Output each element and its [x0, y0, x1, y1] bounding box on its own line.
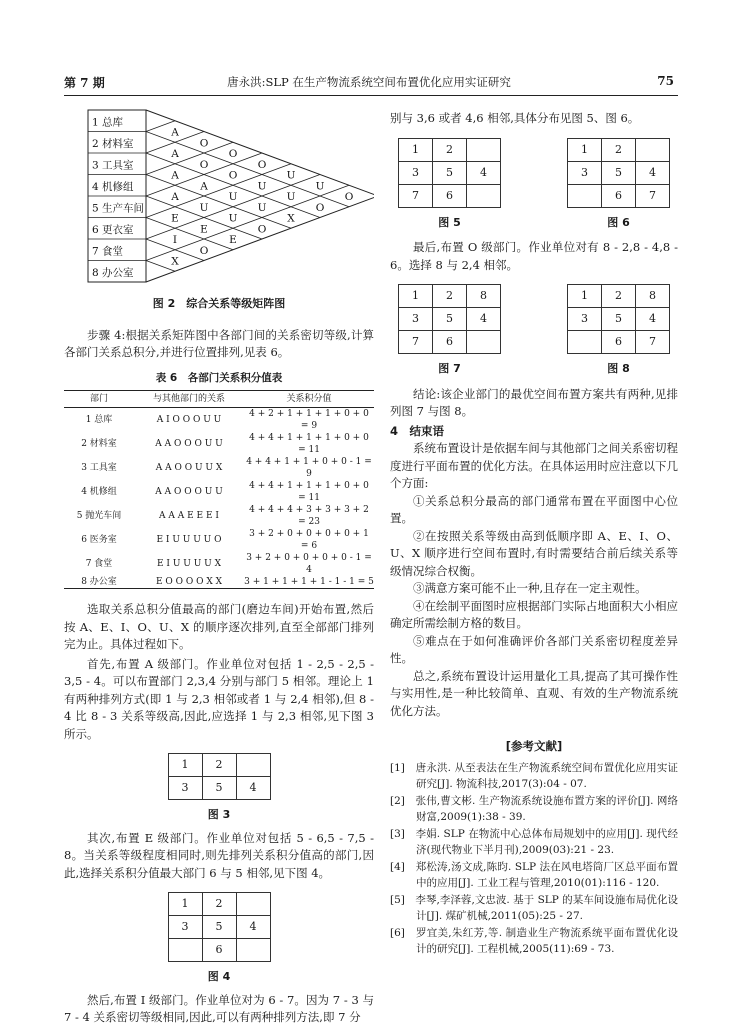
table-header-relations: 与其他部门的关系	[134, 391, 244, 408]
cell-dept: 5 抛光车间	[76, 511, 122, 521]
grid-row	[168, 754, 270, 777]
grid-cell: 6	[433, 184, 467, 207]
cell-score: 4 + 4 + 4 + 3 + 3 + 3 + 2 = 23	[249, 505, 369, 527]
relation-letter: U	[257, 201, 267, 214]
grid-cell: 4	[636, 161, 670, 184]
cell-relations: A A O O O U U	[155, 439, 223, 449]
relation-letter: A	[200, 180, 208, 193]
cell-score: 3 + 1 + 1 + 1 + 1 - 1 - 1 = 5	[244, 577, 374, 587]
grid-cell: 6	[202, 939, 236, 962]
cell-relations: A I O O O U U	[156, 415, 222, 425]
running-title: 唐永洪:SLP 在生产物流系统空间布置优化应用实证研究	[227, 75, 511, 89]
relation-letter: O	[228, 169, 238, 182]
grid-cell: 3	[168, 916, 202, 939]
figure-3-grid	[168, 753, 271, 800]
grid-cell	[568, 331, 602, 354]
relation-letter: U	[228, 191, 238, 203]
relation-letter: A	[171, 169, 179, 182]
grid-cell	[168, 939, 202, 962]
table-row	[64, 504, 374, 528]
dept-label: 6 更衣室	[92, 223, 134, 236]
table-row	[64, 528, 374, 552]
grid-cell: 3	[168, 777, 202, 800]
relation-letter: X	[171, 255, 179, 268]
grid-row	[168, 893, 270, 916]
relation-letter: A	[171, 148, 179, 160]
cell-score: 4 + 2 + 1 + 1 + 1 + 0 + 0 = 9	[249, 409, 369, 431]
grid-cell: 1	[399, 285, 433, 308]
cell-relations: E O O O O X X	[134, 576, 244, 589]
grid-row	[399, 285, 501, 308]
grid-cell: 1	[168, 754, 202, 777]
cell-dept: 1 总库	[85, 415, 113, 425]
figure-4-grid	[168, 892, 271, 962]
cell-relations: E I U U U U X	[156, 559, 222, 569]
grid-cell: 6	[602, 184, 636, 207]
grid-cell: 5	[202, 916, 236, 939]
table-row	[64, 432, 374, 456]
reference-item: [3] 李娟. SLP 在物流中心总体布局规划中的应用[J]. 现代经济(现代物业下半月刊),2009(03):21 - 23.	[390, 827, 678, 856]
grid-row	[399, 161, 501, 184]
relation-letter: O	[344, 191, 354, 203]
closing-paragraph-1: 系统布置设计是依据车间与其他部门之间关系密切程度进行平面布置的优化方法。在具体运用时应注意以下几个方面:	[390, 441, 678, 490]
relation-letter: U	[286, 169, 296, 182]
grid-row	[399, 184, 501, 207]
figure-8-grid	[567, 284, 670, 354]
closing-paragraph-2: 总之,系统布置设计运用量化工具,提高了其可操作性与实用性,是一种比较简单、直观、有效的生产物流系统优化方法。	[390, 668, 678, 718]
relation-letter: U	[257, 180, 267, 193]
relation-letter: X	[287, 212, 295, 225]
grid-cell: 3	[568, 161, 602, 184]
figure-2-caption: 图 2 综合关系等级矩阵图	[152, 297, 286, 310]
dept-label: 8 办公室	[92, 266, 134, 279]
relation-letter: A	[171, 191, 179, 203]
right-column	[390, 110, 678, 958]
grid-cell: 8	[636, 285, 670, 308]
grid-cell: 7	[399, 184, 433, 207]
figure-7-caption: 图 7	[438, 362, 461, 375]
relation-letter: E	[171, 212, 179, 225]
figure-8	[567, 284, 670, 378]
grid-cell: 2	[433, 138, 467, 161]
references-list	[390, 760, 678, 958]
grid-line	[146, 218, 233, 250]
grid-cell	[568, 184, 602, 207]
relation-letter: U	[315, 180, 325, 193]
grid-cell: 7	[636, 331, 670, 354]
figure-8-caption: 图 8	[607, 362, 630, 375]
grid-cell: 1	[168, 893, 202, 916]
grid-cell: 5	[202, 777, 236, 800]
note-item: ④在绘制平面图时应根据部门实际占地面积大小相应确定所需绘制方格的数目。	[390, 598, 678, 630]
grid-cell: 1	[568, 138, 602, 161]
grid-cell: 4	[467, 161, 501, 184]
grid-row	[568, 184, 670, 207]
cell-relations: A A A E E E I	[159, 511, 219, 521]
grid-row	[399, 138, 501, 161]
grid-cell: 4	[236, 777, 270, 800]
grid-cell	[467, 331, 501, 354]
dept-label: 1 总库	[92, 116, 124, 129]
third-step-paragraph: 然后,布置 I 级部门。作业单位对为 6 - 7。因为 7 - 3 与 7 - 4 关系密切等级相同,因此,可以有两种排列方法,即 7 分	[64, 992, 374, 1024]
dept-label: 3 工具室	[92, 159, 134, 172]
cell-dept: 7 食堂	[85, 559, 113, 569]
note-item: ①关系总积分最高的部门通常布置在平面图中心位置。	[390, 493, 678, 525]
step4-paragraph: 步骤 4:根据关系矩阵图中各部门间的关系密切等级,计算各部门关系总积分,并进行位置排列,见表 6。	[64, 327, 374, 359]
relation-letter: U	[228, 212, 238, 225]
dept-label: 5 生产车间	[92, 202, 145, 215]
grid-cell	[467, 184, 501, 207]
relation-letter: E	[229, 234, 237, 246]
table-row	[64, 408, 374, 433]
figure-5-grid	[398, 138, 501, 208]
grid-cell: 5	[602, 161, 636, 184]
figure-3-caption: 图 3	[207, 808, 231, 821]
grid-row	[168, 916, 270, 939]
second-step-paragraph: 其次,布置 E 级部门。作业单位对包括 5 - 6,5 - 7,5 - 8。当关系等级程度相同时,则先排列关系积分值高的部门,因此,选择关系积分值最大部门 6 与 5 相邻,见下图 4。	[64, 830, 374, 880]
matrix-outline	[146, 110, 374, 282]
figure-7	[398, 284, 501, 378]
dept-label: 2 材料室	[92, 137, 134, 150]
table-6-caption: 表 6 各部门关系积分值表	[155, 371, 283, 384]
last-step-paragraph: 最后,布置 O 级部门。作业单位对有 8 - 2,8 - 4,8 - 6。选择 8 与 2,4 相邻。	[390, 240, 678, 272]
figure-4-caption: 图 4	[207, 970, 231, 983]
figure-6-caption: 图 6	[607, 215, 630, 229]
cell-relations: A A O O U U X	[155, 463, 223, 473]
reference-item: [4] 郑松涛,汤文成,陈昀. SLP 法在风电塔筒厂区总平面布置中的应用[J]. 工业工程与管理,2010(01):116 - 120.	[390, 860, 678, 889]
relation-letter: O	[199, 137, 209, 150]
grid-cell: 6	[433, 331, 467, 354]
grid-cell	[236, 939, 270, 962]
cell-dept: 4 机修组	[81, 487, 117, 497]
grid-cell: 8	[467, 285, 501, 308]
left-column	[64, 104, 374, 1027]
grid-row	[168, 777, 270, 800]
grid-cell	[236, 893, 270, 916]
grid-cell	[236, 754, 270, 777]
issue-number: 第 7 期	[64, 76, 105, 90]
grid-cell: 6	[602, 331, 636, 354]
relation-letter: U	[199, 201, 209, 214]
grid-row	[568, 138, 670, 161]
grid-line	[146, 142, 233, 174]
table-row	[64, 576, 374, 589]
grid-cell	[636, 138, 670, 161]
figures-7-8-row	[398, 284, 670, 378]
cell-dept: 3 工具室	[81, 463, 117, 473]
grid-line	[146, 164, 291, 218]
running-header	[64, 74, 674, 90]
notes-list	[390, 493, 678, 668]
cell-relations: A A O O O U U	[155, 487, 223, 497]
relation-letter: O	[257, 223, 267, 236]
relation-letter: I	[172, 234, 178, 246]
grid-cell: 2	[202, 893, 236, 916]
figures-5-6-row	[398, 138, 670, 232]
cell-dept: 6 医务室	[81, 535, 117, 545]
cell-relations: E I U U U U O	[156, 535, 222, 545]
page-number: 75	[657, 74, 674, 88]
continuation-paragraph: 别与 3,6 或者 4,6 相邻,具体分布见图 5、图 6。	[390, 111, 640, 125]
grid-cell: 2	[602, 138, 636, 161]
relation-letter: O	[315, 201, 325, 214]
grid-row	[399, 308, 501, 331]
grid-row	[399, 331, 501, 354]
table-header-score: 关系积分值	[244, 391, 374, 408]
cell-score: 4 + 4 + 1 + 1 + 1 + 0 + 0 = 11	[249, 433, 369, 455]
reference-item: [1] 唐永洪. 从至表法在生产物流系统空间布置优化应用实证研究[J]. 物流科技,2017(3):04 - 07.	[390, 761, 678, 790]
grid-cell: 5	[433, 161, 467, 184]
cell-dept: 2 材料室	[81, 439, 117, 449]
table-body	[64, 408, 374, 589]
grid-cell: 7	[636, 184, 670, 207]
grid-row	[168, 939, 270, 962]
note-item: ⑤难点在于如何准确评价各部门关系密切程度差异性。	[390, 633, 678, 665]
note-item: ③满意方案可能不止一种,且存在一定主观性。	[413, 581, 647, 595]
conclusion-paragraph: 结论:该企业部门的最优空间布置方案共有两种,见排列图 7 与图 8。	[390, 386, 678, 418]
figure-6	[567, 138, 670, 232]
relation-letter: E	[200, 223, 208, 236]
grid-cell: 2	[602, 285, 636, 308]
grid-row	[568, 308, 670, 331]
figure-5	[398, 138, 501, 232]
table-header-dept: 部门	[64, 391, 134, 408]
table-row	[64, 456, 374, 480]
grid-cell: 2	[433, 285, 467, 308]
reference-item: [6] 罗宜美,朱红芳,等. 制造业生产物流系统平面布置优化设计的研究[J]. 工程机械,2005(11):69 - 73.	[390, 926, 678, 955]
figure-7-grid	[398, 284, 501, 354]
grid-cell: 4	[636, 308, 670, 331]
grid-cell: 3	[399, 161, 433, 184]
grid-cell: 3	[399, 308, 433, 331]
grid-row	[568, 331, 670, 354]
grid-cell: 1	[399, 138, 433, 161]
relation-letter: O	[257, 158, 267, 171]
section-4-heading: 4 结束语	[390, 423, 445, 438]
table-row	[64, 552, 374, 576]
cell-score: 3 + 2 + 0 + 0 + 0 + 0 + 1 = 6	[249, 529, 369, 551]
first-step-paragraph: 首先,布置 A 级部门。作业单位对包括 1 - 2,5 - 2,5 - 3,5 - 4。可以布置部门 2,3,4 分别与部门 5 相邻。理论上 1 有两种排列方式(即 1 与 2,3 相邻或者 1 与 2,4 相邻),但 8 - 4 比 8 - 3 关系等级高,因此,应选择 1 与 2,3 相邻,见下图 3 所示。	[64, 656, 374, 741]
references-title: [参考文献]	[505, 739, 563, 753]
header-rule	[64, 95, 678, 96]
figure-5-caption: 图 5	[438, 215, 461, 229]
reference-item: [2] 张伟,曹文彬. 生产物流系统设施布置方案的评价[J]. 网络财富,2009(1):38 - 39.	[390, 794, 678, 823]
grid-cell: 1	[568, 285, 602, 308]
grid-cell	[467, 138, 501, 161]
table-row	[64, 480, 374, 504]
grid-cell: 4	[467, 308, 501, 331]
relation-letter: O	[199, 244, 209, 257]
cell-dept: 8 办公室	[64, 576, 134, 589]
select-paragraph: 选取关系总积分值最高的部门(磨边车间)开始布置,然后按 A、E、I、O、U、X 的顺序逐次排列,直至全部部门排列完为止。具体过程如下。	[64, 602, 374, 651]
grid-cell: 7	[399, 331, 433, 354]
dept-label: 4 机修组	[92, 180, 134, 193]
grid-cell: 4	[236, 916, 270, 939]
grid-cell: 3	[568, 308, 602, 331]
relation-matrix-figure	[64, 104, 374, 290]
relation-letter: U	[286, 191, 296, 203]
grid-row	[568, 161, 670, 184]
relation-letter: O	[199, 158, 209, 171]
note-item: ②在按照关系等级由高到低顺序即 A、E、I、O、U、X 顺序进行空间布置时,有时需要结合前后续关系等级情况综合权衡。	[390, 528, 678, 578]
cell-score: 3 + 2 + 0 + 0 + 0 + 0 - 1 = 4	[246, 553, 372, 575]
grid-row	[568, 285, 670, 308]
relation-letter: A	[171, 126, 179, 139]
reference-item: [5] 李琴,李泽蓉,文忠波. 基于 SLP 的某车间设施布局优化设计[J]. 煤矿机械,2011(05):25 - 27.	[390, 893, 678, 922]
table-header-row	[64, 391, 374, 408]
grid-cell: 5	[433, 308, 467, 331]
relation-score-table	[64, 390, 374, 589]
cell-score: 4 + 4 + 1 + 1 + 0 + 0 - 1 = 9	[246, 457, 372, 479]
cell-score: 4 + 4 + 1 + 1 + 1 + 0 + 0 = 11	[249, 481, 369, 503]
grid-cell: 2	[202, 754, 236, 777]
relation-letter: O	[228, 148, 238, 160]
dept-label: 7 食堂	[92, 245, 124, 258]
figure-6-grid	[567, 138, 670, 208]
grid-cell: 5	[602, 308, 636, 331]
grid-line	[146, 175, 291, 229]
